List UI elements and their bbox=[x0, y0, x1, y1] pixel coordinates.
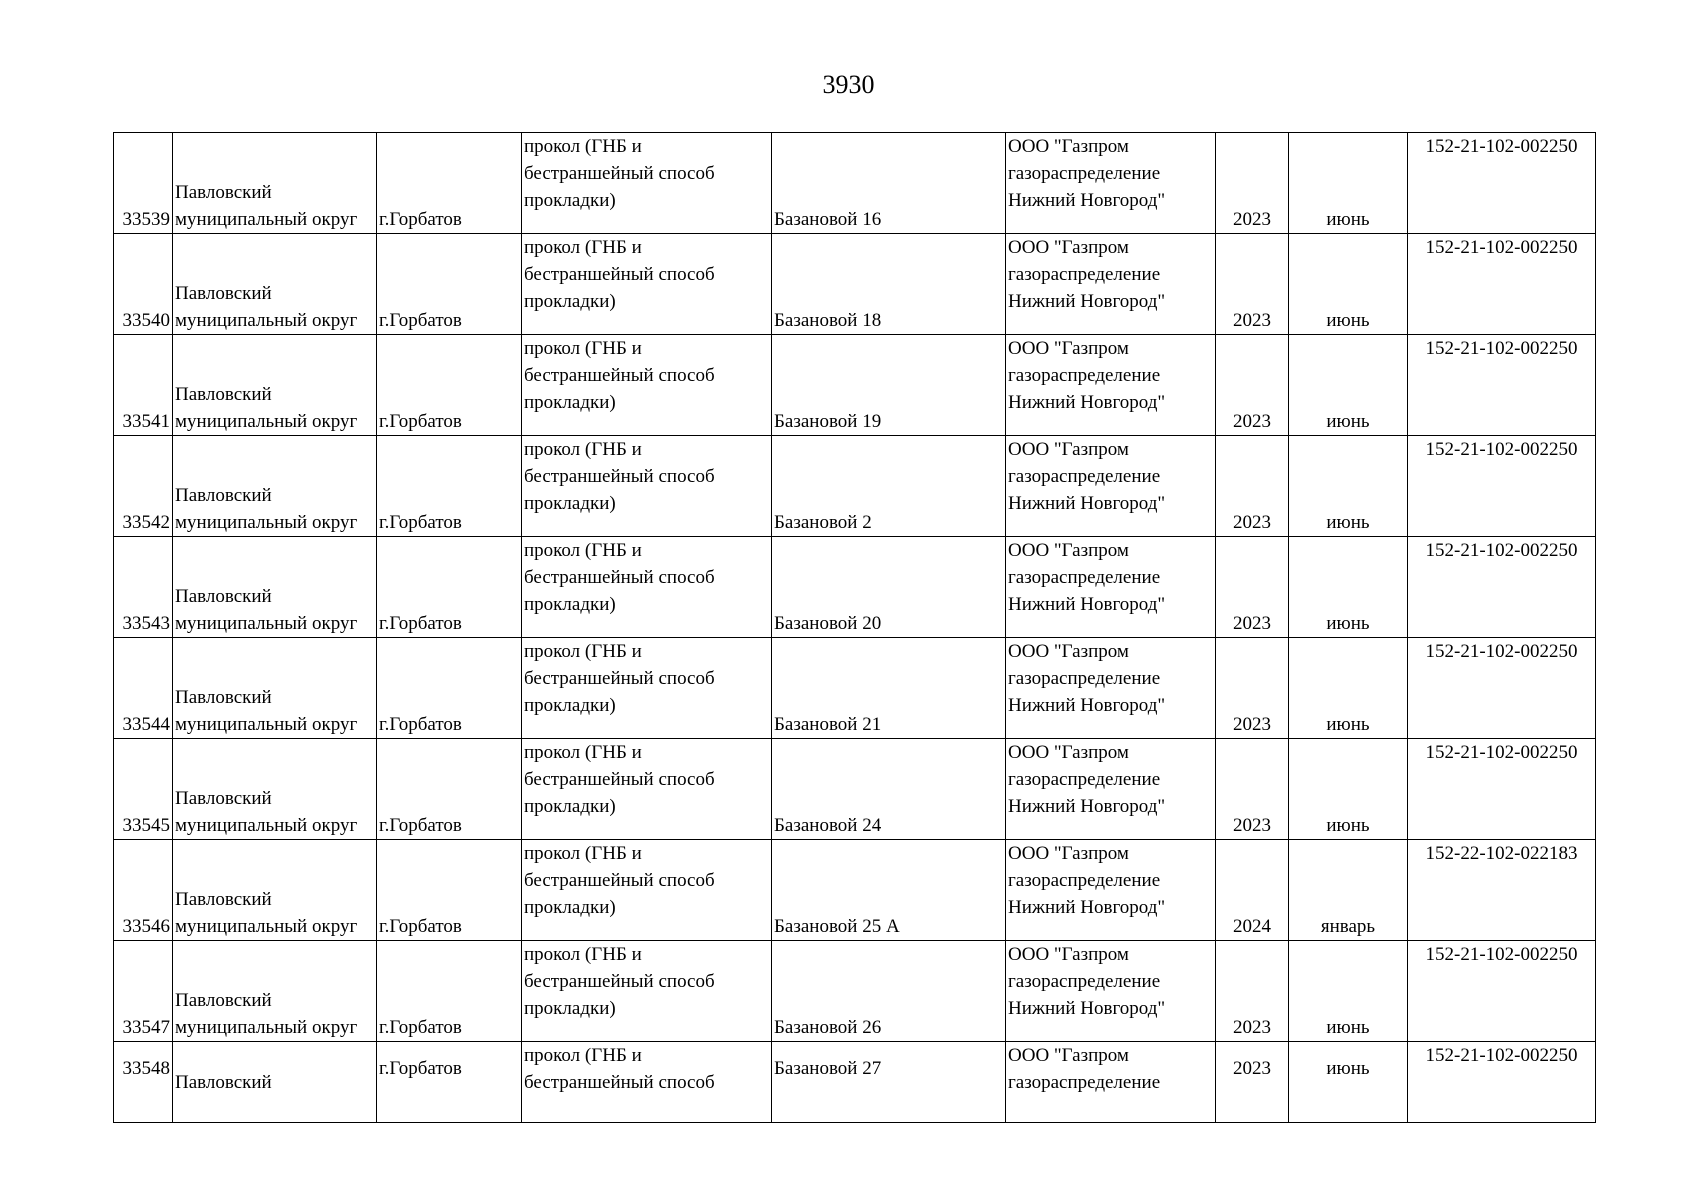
cell-number: 33539 bbox=[114, 133, 173, 234]
method-line: бестраншейный способ bbox=[524, 769, 715, 790]
district-line: муниципальный округ bbox=[175, 1017, 358, 1038]
cell-city: г.Горбатов bbox=[377, 739, 522, 840]
cell-city: г.Горбатов bbox=[377, 436, 522, 537]
cell-number: 33543 bbox=[114, 537, 173, 638]
district-line: Павловский bbox=[175, 1072, 272, 1093]
table-row bbox=[114, 638, 1596, 739]
cell-district bbox=[173, 739, 377, 840]
method-line: бестраншейный способ bbox=[524, 264, 715, 285]
cell-organization bbox=[1006, 840, 1216, 941]
district-line: муниципальный округ bbox=[175, 209, 358, 230]
org-line: Нижний Новгород" bbox=[1008, 190, 1166, 211]
method-line: прокол (ГНБ и bbox=[524, 944, 642, 965]
cell-year: 2023 bbox=[1216, 941, 1289, 1042]
cell-city: г.Горбатов bbox=[377, 133, 522, 234]
method-line: бестраншейный способ bbox=[524, 668, 715, 689]
org-line: Нижний Новгород" bbox=[1008, 392, 1166, 413]
district-line: муниципальный округ bbox=[175, 411, 358, 432]
cell-organization bbox=[1006, 133, 1216, 234]
cell-address: Базановой 19 bbox=[772, 335, 1006, 436]
cell-address: Базановой 16 bbox=[772, 133, 1006, 234]
cell-month: июнь bbox=[1289, 739, 1408, 840]
cell-month: июнь bbox=[1289, 1042, 1408, 1123]
cell-method bbox=[522, 335, 772, 436]
district-line: Павловский bbox=[175, 889, 272, 910]
cell-number: 33545 bbox=[114, 739, 173, 840]
method-line: прокол (ГНБ и bbox=[524, 439, 642, 460]
cell-method bbox=[522, 436, 772, 537]
org-line: газораспределение bbox=[1008, 365, 1161, 386]
method-line: прокладки) bbox=[524, 291, 616, 312]
cell-number: 33544 bbox=[114, 638, 173, 739]
table-row bbox=[114, 537, 1596, 638]
cell-address: Базановой 18 bbox=[772, 234, 1006, 335]
cell-address: Базановой 20 bbox=[772, 537, 1006, 638]
district-line: муниципальный округ bbox=[175, 714, 358, 735]
cell-number: 33540 bbox=[114, 234, 173, 335]
cell-method bbox=[522, 133, 772, 234]
cell-method bbox=[522, 1042, 772, 1123]
org-line: газораспределение bbox=[1008, 264, 1161, 285]
cell-number: 33546 bbox=[114, 840, 173, 941]
cell-number: 33547 bbox=[114, 941, 173, 1042]
table-row bbox=[114, 840, 1596, 941]
org-line: Нижний Новгород" bbox=[1008, 493, 1166, 514]
org-line: ООО "Газпром bbox=[1008, 843, 1129, 864]
org-line: газораспределение bbox=[1008, 971, 1161, 992]
cell-code: 152-21-102-002250 bbox=[1408, 133, 1596, 234]
cell-month: июнь bbox=[1289, 638, 1408, 739]
method-line: бестраншейный способ bbox=[524, 971, 715, 992]
cell-district bbox=[173, 537, 377, 638]
district-line: Павловский bbox=[175, 687, 272, 708]
cell-year: 2023 bbox=[1216, 335, 1289, 436]
method-line: прокладки) bbox=[524, 998, 616, 1019]
cell-city: г.Горбатов bbox=[377, 941, 522, 1042]
table-row bbox=[114, 335, 1596, 436]
page-number: 3930 bbox=[822, 70, 875, 99]
cell-organization bbox=[1006, 638, 1216, 739]
cell-organization bbox=[1006, 234, 1216, 335]
method-line: прокладки) bbox=[524, 594, 616, 615]
org-line: ООО "Газпром bbox=[1008, 742, 1129, 763]
table-row bbox=[114, 234, 1596, 335]
cell-method bbox=[522, 638, 772, 739]
cell-organization bbox=[1006, 1042, 1216, 1123]
method-line: бестраншейный способ bbox=[524, 163, 715, 184]
method-line: прокладки) bbox=[524, 190, 616, 211]
cell-organization bbox=[1006, 436, 1216, 537]
method-line: прокол (ГНБ и bbox=[524, 742, 642, 763]
cell-number: 33542 bbox=[114, 436, 173, 537]
cell-year: 2023 bbox=[1216, 739, 1289, 840]
method-line: бестраншейный способ bbox=[524, 1072, 715, 1093]
cell-organization bbox=[1006, 335, 1216, 436]
org-line: Нижний Новгород" bbox=[1008, 594, 1166, 615]
cell-organization bbox=[1006, 537, 1216, 638]
cell-code: 152-21-102-002250 bbox=[1408, 941, 1596, 1042]
org-line: ООО "Газпром bbox=[1008, 338, 1129, 359]
cell-code: 152-21-102-002250 bbox=[1408, 1042, 1596, 1123]
method-line: прокол (ГНБ и bbox=[524, 843, 642, 864]
org-line: газораспределение bbox=[1008, 466, 1161, 487]
method-line: прокол (ГНБ и bbox=[524, 641, 642, 662]
cell-code: 152-21-102-002250 bbox=[1408, 638, 1596, 739]
cell-district bbox=[173, 638, 377, 739]
registry-table bbox=[113, 132, 1596, 1123]
org-line: газораспределение bbox=[1008, 668, 1161, 689]
method-line: прокладки) bbox=[524, 493, 616, 514]
org-line: ООО "Газпром bbox=[1008, 439, 1129, 460]
org-line: ООО "Газпром bbox=[1008, 136, 1129, 157]
cell-code: 152-21-102-002250 bbox=[1408, 335, 1596, 436]
method-line: прокол (ГНБ и bbox=[524, 237, 642, 258]
method-line: прокол (ГНБ и bbox=[524, 136, 642, 157]
cell-city: г.Горбатов bbox=[377, 234, 522, 335]
cell-organization bbox=[1006, 739, 1216, 840]
district-line: муниципальный округ bbox=[175, 512, 358, 533]
district-line: муниципальный округ bbox=[175, 815, 358, 836]
method-line: бестраншейный способ bbox=[524, 466, 715, 487]
cell-code: 152-21-102-002250 bbox=[1408, 739, 1596, 840]
registry-body bbox=[114, 133, 1596, 1123]
cell-district bbox=[173, 840, 377, 941]
org-line: ООО "Газпром bbox=[1008, 641, 1129, 662]
org-line: Нижний Новгород" bbox=[1008, 796, 1166, 817]
cell-district bbox=[173, 941, 377, 1042]
cell-district bbox=[173, 335, 377, 436]
cell-address: Базановой 24 bbox=[772, 739, 1006, 840]
method-line: бестраншейный способ bbox=[524, 870, 715, 891]
cell-address: Базановой 21 bbox=[772, 638, 1006, 739]
cell-city: г.Горбатов bbox=[377, 638, 522, 739]
org-line: газораспределение bbox=[1008, 163, 1161, 184]
district-line: Павловский bbox=[175, 384, 272, 405]
cell-number: 33541 bbox=[114, 335, 173, 436]
cell-code: 152-21-102-002250 bbox=[1408, 234, 1596, 335]
method-line: прокол (ГНБ и bbox=[524, 338, 642, 359]
cell-district bbox=[173, 234, 377, 335]
org-line: Нижний Новгород" bbox=[1008, 897, 1166, 918]
cell-month: июнь bbox=[1289, 234, 1408, 335]
district-line: Павловский bbox=[175, 788, 272, 809]
org-line: Нижний Новгород" bbox=[1008, 695, 1166, 716]
cell-method bbox=[522, 840, 772, 941]
method-line: прокладки) bbox=[524, 392, 616, 413]
org-line: ООО "Газпром bbox=[1008, 1045, 1129, 1066]
cell-year: 2023 bbox=[1216, 638, 1289, 739]
cell-address: Базановой 25 А bbox=[772, 840, 1006, 941]
cell-year: 2023 bbox=[1216, 1042, 1289, 1123]
district-line: Павловский bbox=[175, 586, 272, 607]
cell-year: 2023 bbox=[1216, 234, 1289, 335]
cell-month: июнь bbox=[1289, 941, 1408, 1042]
cell-method bbox=[522, 739, 772, 840]
method-line: прокол (ГНБ и bbox=[524, 540, 642, 561]
method-line: прокол (ГНБ и bbox=[524, 1045, 642, 1066]
cell-number: 33548 bbox=[114, 1042, 173, 1123]
method-line: прокладки) bbox=[524, 796, 616, 817]
cell-district bbox=[173, 1042, 377, 1123]
cell-city: г.Горбатов bbox=[377, 335, 522, 436]
table-row bbox=[114, 1042, 1596, 1123]
cell-month: июнь bbox=[1289, 133, 1408, 234]
cell-year: 2023 bbox=[1216, 133, 1289, 234]
org-line: газораспределение bbox=[1008, 870, 1161, 891]
table-row bbox=[114, 133, 1596, 234]
cell-code: 152-22-102-022183 bbox=[1408, 840, 1596, 941]
org-line: газораспределение bbox=[1008, 1072, 1161, 1093]
cell-address: Базановой 27 bbox=[772, 1042, 1006, 1123]
cell-month: июнь bbox=[1289, 537, 1408, 638]
district-line: Павловский bbox=[175, 182, 272, 203]
table-row bbox=[114, 941, 1596, 1042]
cell-year: 2023 bbox=[1216, 537, 1289, 638]
cell-address: Базановой 26 bbox=[772, 941, 1006, 1042]
cell-organization bbox=[1006, 941, 1216, 1042]
org-line: ООО "Газпром bbox=[1008, 540, 1129, 561]
method-line: бестраншейный способ bbox=[524, 365, 715, 386]
cell-month: июнь bbox=[1289, 335, 1408, 436]
cell-code: 152-21-102-002250 bbox=[1408, 537, 1596, 638]
org-line: Нижний Новгород" bbox=[1008, 998, 1166, 1019]
district-line: муниципальный округ bbox=[175, 613, 358, 634]
cell-city: г.Горбатов bbox=[377, 537, 522, 638]
cell-month: январь bbox=[1289, 840, 1408, 941]
org-line: газораспределение bbox=[1008, 769, 1161, 790]
cell-method bbox=[522, 537, 772, 638]
cell-city: г.Горбатов bbox=[377, 840, 522, 941]
district-line: муниципальный округ bbox=[175, 916, 358, 937]
cell-year: 2024 bbox=[1216, 840, 1289, 941]
district-line: Павловский bbox=[175, 485, 272, 506]
cell-address: Базановой 2 bbox=[772, 436, 1006, 537]
district-line: Павловский bbox=[175, 990, 272, 1011]
org-line: ООО "Газпром bbox=[1008, 944, 1129, 965]
cell-city: г.Горбатов bbox=[377, 1042, 522, 1123]
cell-district bbox=[173, 133, 377, 234]
district-line: Павловский bbox=[175, 283, 272, 304]
cell-method bbox=[522, 234, 772, 335]
cell-code: 152-21-102-002250 bbox=[1408, 436, 1596, 537]
cell-district bbox=[173, 436, 377, 537]
method-line: прокладки) bbox=[524, 897, 616, 918]
cell-month: июнь bbox=[1289, 436, 1408, 537]
method-line: бестраншейный способ bbox=[524, 567, 715, 588]
org-line: Нижний Новгород" bbox=[1008, 291, 1166, 312]
district-line: муниципальный округ bbox=[175, 310, 358, 331]
table-row bbox=[114, 739, 1596, 840]
method-line: прокладки) bbox=[524, 695, 616, 716]
cell-year: 2023 bbox=[1216, 436, 1289, 537]
table-row bbox=[114, 436, 1596, 537]
org-line: ООО "Газпром bbox=[1008, 237, 1129, 258]
cell-method bbox=[522, 941, 772, 1042]
org-line: газораспределение bbox=[1008, 567, 1161, 588]
